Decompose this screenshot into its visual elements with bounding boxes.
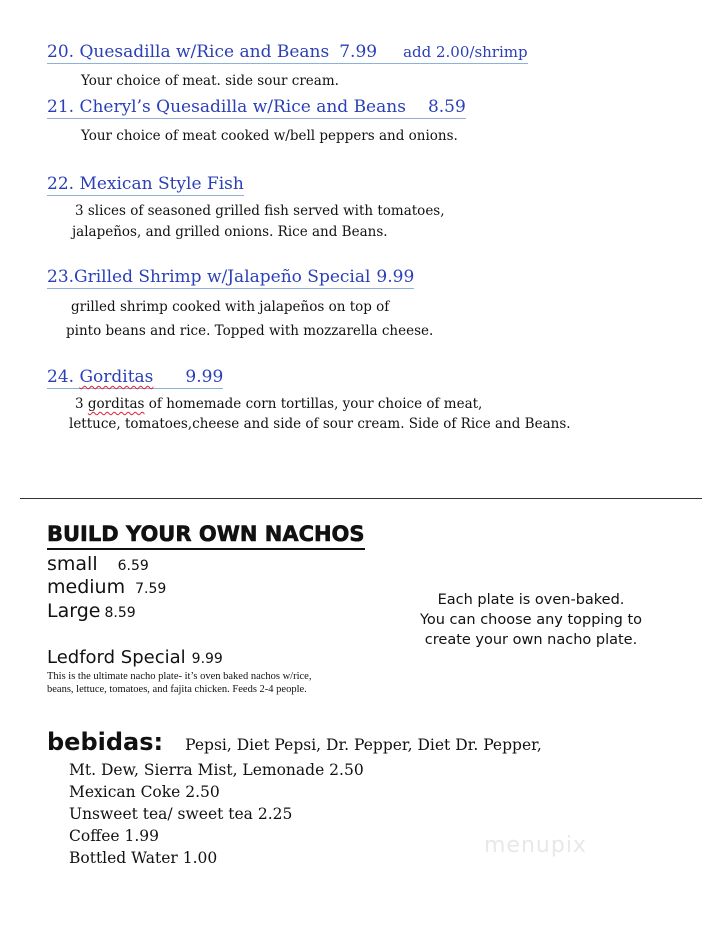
special-name: Ledford Special [47,647,186,668]
menu-item-24-desc-line2: lettuce, tomatoes,cheese and side of sour cream. Side of Rice and Beans. [69,416,571,432]
item-name: Gorditas [79,367,154,387]
ledford-special [47,647,223,668]
bebidas-line: Unsweet tea/ sweet tea 2.25 [69,805,293,823]
menu-item-23-title [47,267,414,289]
menu-item-22-title [47,174,244,196]
menupix-watermark: menupix [484,833,587,858]
bebidas-heading-row [47,728,542,756]
bebidas-line: Pepsi, Diet Pepsi, Dr. Pepper, Diet Dr. Pepper, [185,736,542,754]
bebidas-heading: bebidas: [47,728,164,756]
desc-line: This is the ultimate nacho plate- it’s oven baked nachos w/rice, [47,671,312,682]
desc-misspelled-word: gorditas [87,396,145,412]
size-name: medium [47,576,126,598]
item-name: 20. Quesadilla w/Rice and Beans [47,42,330,62]
note-line: You can choose any topping to [419,612,643,628]
item-name: 23.Grilled Shrimp w/Jalapeño Special [47,267,371,287]
item-price: 9.99 [185,367,224,387]
menu-item-22-desc-line2: jalapeños, and grilled onions. Rice and Beans. [72,224,388,240]
menu-item-22-desc-line1: 3 slices of seasoned grilled fish served with tomatoes, [75,203,445,219]
bebidas-line: Mexican Coke 2.50 [69,783,220,801]
section-divider [20,498,702,499]
nachos-note [408,590,654,650]
menu-item-20-title [47,42,528,64]
menu-item-23-desc-line2: pinto beans and rice. Topped with mozzarella cheese. [66,323,434,339]
special-price: 9.99 [191,651,223,667]
size-name: small [47,553,98,575]
note-line: create your own nacho plate. [424,632,638,648]
desc-line: beans, lettuce, tomatoes, and fajita chicken. Feeds 2-4 people. [47,684,307,695]
item-price: 8.59 [427,97,466,117]
menu-item-20-desc: Your choice of meat. side sour cream. [81,73,339,89]
item-price: 9.99 [376,267,415,287]
nachos-heading-text: BUILD YOUR OWN NACHOS [47,522,365,546]
nacho-size-large [47,600,136,622]
bebidas-line: Mt. Dew, Sierra Mist, Lemonade 2.50 [69,761,364,779]
desc-part: 3 [75,396,88,412]
ledford-special-desc [47,670,311,696]
size-name: Large [47,600,101,622]
bebidas-line: Coffee 1.99 [69,827,159,845]
menu-item-21-desc: Your choice of meat cooked w/bell peppers and onions. [81,128,458,144]
size-price: 7.59 [135,581,167,597]
item-name: 21. Cheryl’s Quesadilla w/Rice and Beans [47,97,406,117]
item-number: 24. [47,367,75,387]
item-extra: add 2.00/shrimp [403,43,528,61]
menu-item-24-desc-line1 [75,396,482,413]
desc-part: of homemade corn tortillas, your choice of meat, [144,396,483,412]
note-line: Each plate is oven-baked. [437,592,625,608]
item-name: 22. Mexican Style Fish [47,174,244,194]
nacho-size-medium [47,576,166,598]
nacho-size-small [47,553,149,575]
nachos-heading [47,522,365,550]
size-price: 6.59 [117,558,149,574]
bebidas-line: Bottled Water 1.00 [69,849,218,867]
size-price: 8.59 [104,605,136,621]
menu-item-24-title [47,367,223,389]
item-price: 7.99 [339,42,378,62]
menu-item-23-desc-line1: grilled shrimp cooked with jalapeños on top of [71,299,390,315]
menu-item-21-title [47,97,466,119]
